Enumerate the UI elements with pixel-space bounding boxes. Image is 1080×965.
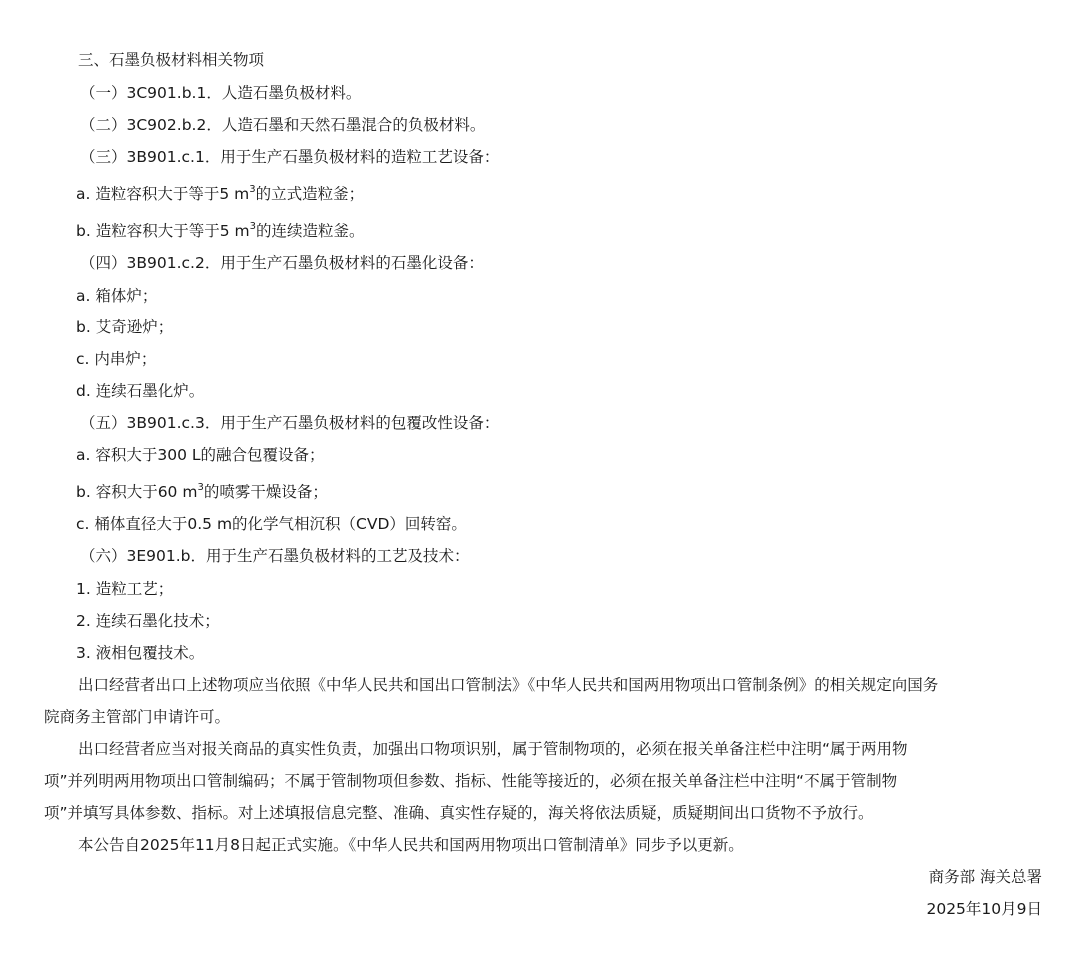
- item-3: （三）3B901.c.1．用于生产石墨负极材料的造粒工艺设备：: [80, 148, 500, 166]
- paragraph-3: 本公告自2025年11月8日起正式实施。《中华人民共和国两用物项出口管制清单》同步予以更新。: [78, 836, 744, 854]
- item-4d: d. 连续石墨化炉。: [76, 382, 205, 400]
- section-title: 三、石墨负极材料相关物项: [78, 51, 265, 69]
- item-2: （二）3C902.b.2．人造石墨和天然石墨混合的负极材料。: [80, 116, 486, 134]
- issue-date: 2025年10月9日: [926, 900, 1042, 918]
- paragraph-1-line-1: 出口经营者出口上述物项应当依照《中华人民共和国出口管制法》《中华人民共和国两用物项出口管制条例》的相关规定向国务: [78, 676, 939, 694]
- item-4: （四）3B901.c.2．用于生产石墨负极材料的石墨化设备：: [80, 254, 484, 272]
- item-4c: c. 内串炉；: [76, 350, 157, 368]
- item-3a-suffix: 的立式造粒釜；: [255, 185, 365, 203]
- item-5c: c. 桶体直径大于0.5 m的化学气相沉积（CVD）回转窑。: [76, 515, 467, 533]
- item-4b: b. 艾奇逊炉；: [76, 318, 174, 336]
- item-3b-text: b. 造粒容积大于等于5 m: [76, 222, 250, 240]
- item-3b: [76, 221, 364, 241]
- superscript-3: 3: [249, 221, 256, 232]
- paragraph-2-line-3: 项”并填写具体参数、指标。对上述填报信息完整、准确、真实性存疑的，海关将依法质疑，质疑期间出口货物不予放行。: [44, 804, 874, 822]
- item-5a: a. 容积大于300 L的融合包覆设备；: [76, 446, 325, 464]
- item-3b-suffix: 的连续造粒釜。: [255, 222, 365, 240]
- item-6c: 3. 液相包覆技术。: [76, 644, 205, 662]
- item-5b-suffix: 的喷雾干燥设备；: [203, 483, 328, 501]
- issuer: 商务部 海关总署: [928, 868, 1042, 886]
- item-3a-text: a. 造粒容积大于等于5 m: [76, 185, 250, 203]
- item-6b: 2. 连续石墨化技术；: [76, 612, 220, 630]
- item-4a: a. 箱体炉；: [76, 287, 158, 305]
- item-3a: [76, 184, 364, 204]
- paragraph-1-line-2: 院商务主管部门申请许可。: [44, 708, 231, 726]
- paragraph-2-line-1: 出口经营者应当对报关商品的真实性负责，加强出口物项识别，属于管制物项的，必须在报关单备注栏中注明“属于两用物: [78, 740, 908, 758]
- item-5: （五）3B901.c.3．用于生产石墨负极材料的包覆改性设备：: [80, 414, 500, 432]
- paragraph-2-line-2: 项”并列明两用物项出口管制编码；不属于管制物项但参数、指标、性能等接近的，必须在报关单备注栏中注明“不属于管制物: [44, 772, 898, 790]
- item-6a: 1. 造粒工艺；: [76, 580, 174, 598]
- superscript-3: 3: [249, 184, 256, 195]
- item-6: （六）3E901.b．用于生产石墨负极材料的工艺及技术：: [80, 547, 470, 565]
- item-5b: [76, 482, 328, 502]
- superscript-3: 3: [197, 482, 204, 493]
- item-1: （一）3C901.b.1．人造石墨负极材料。: [80, 84, 362, 102]
- item-5b-text: b. 容积大于60 m: [76, 483, 198, 501]
